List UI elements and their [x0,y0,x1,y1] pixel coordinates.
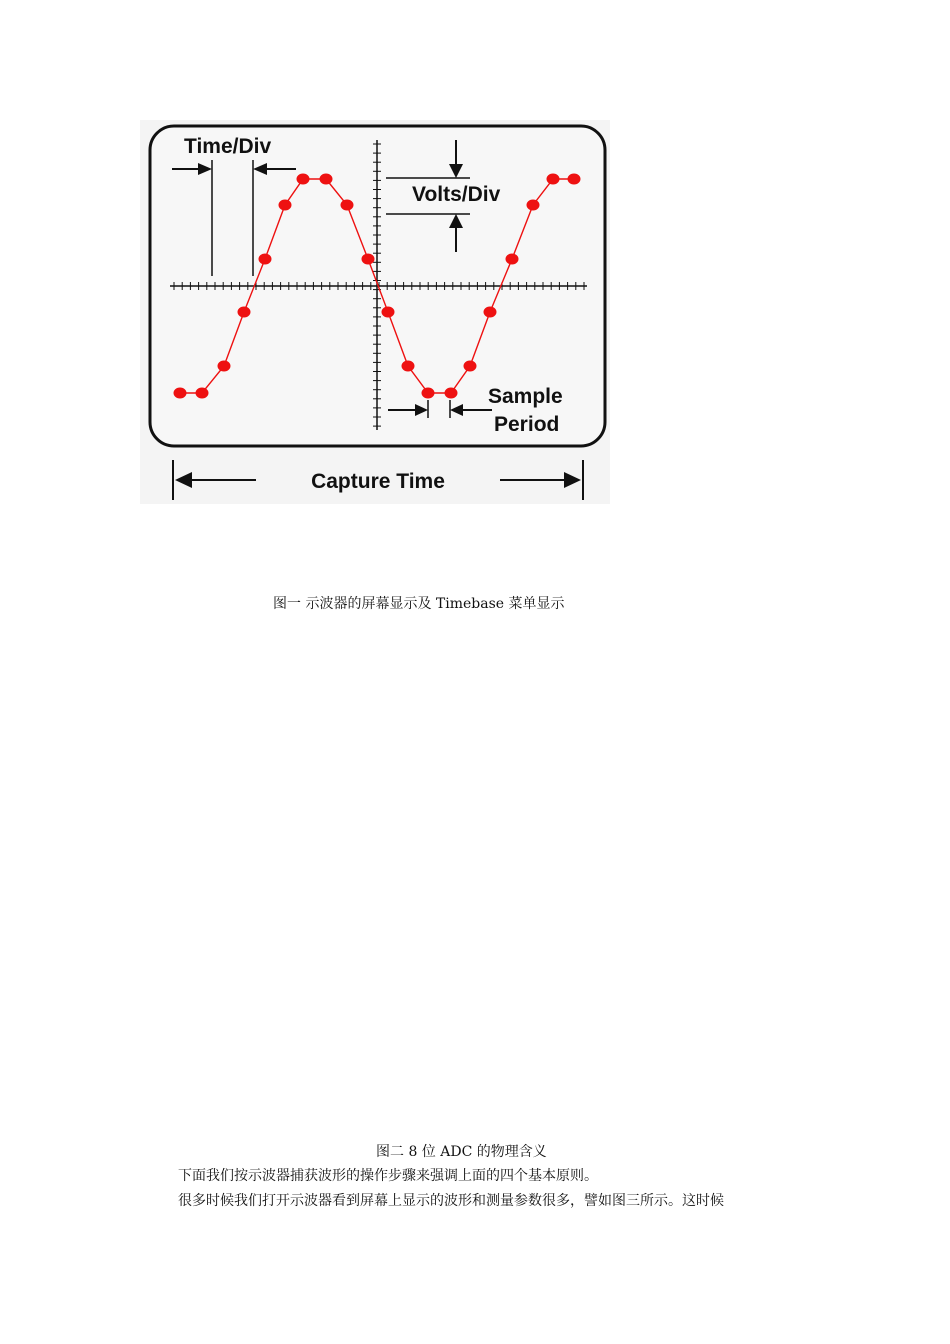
sample-point [297,174,310,185]
period-label: Period [494,413,560,436]
figure2-caption: 图二 8 位 ADC 的物理含义 [376,1144,547,1160]
sample-point [527,200,540,211]
figure1-caption: 图一 示波器的屏幕显示及 Timebase 菜单显示 [273,596,565,612]
sample-point [547,174,560,185]
capture-time-label: Capture Time [311,470,445,493]
sample-point [484,307,497,318]
sample-point [279,200,292,211]
sample-label: Sample [488,385,563,408]
sample-point [174,388,187,399]
sample-point [238,307,251,318]
sample-point [382,307,395,318]
sample-point [341,200,354,211]
body-paragraph: 很多时候我们打开示波器看到屏幕上显示的波形和测量参数很多，譬如图三所示。这时候 [178,1193,724,1209]
oscilloscope-figure [140,120,610,508]
sample-point [218,361,231,372]
time-div-label: Time/Div [184,135,272,158]
sample-point [196,388,209,399]
sample-point [445,388,458,399]
sample-point [506,254,519,265]
sample-point [259,254,272,265]
sample-point [402,361,415,372]
body-paragraph: 下面我们按示波器捕获波形的操作步骤来强调上面的四个基本原则。 [178,1168,598,1184]
sample-point [362,254,375,265]
volts-div-label: Volts/Div [412,183,501,206]
sample-point [422,388,435,399]
sample-point [568,174,581,185]
sample-point [320,174,333,185]
sample-point [464,361,477,372]
